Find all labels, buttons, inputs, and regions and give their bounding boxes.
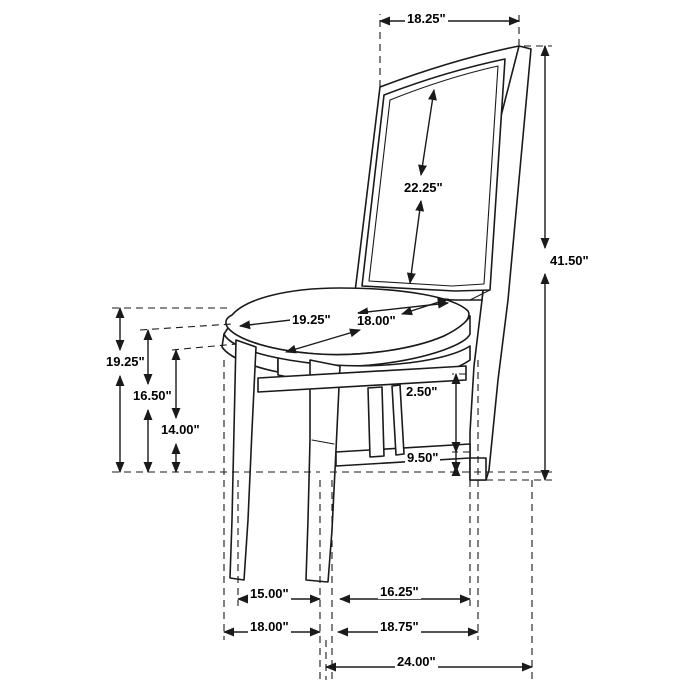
stretcher-brace [392, 385, 404, 455]
dim-label-seat-front-height: 14.00" [161, 422, 200, 437]
dim-label-stretcher-thickness: 2.50" [406, 384, 438, 399]
dim-label-seat-depth: 19.25" [292, 312, 331, 327]
dim-label-stretcher-height: 9.50" [407, 450, 439, 465]
stretcher-spindle [368, 387, 384, 457]
dim-label-seat-front-depth: 18.00" [250, 619, 289, 634]
dim-label-back-panel-height: 22.25" [404, 180, 443, 195]
center-front-leg [306, 360, 340, 582]
dim-label-back-top-width: 18.25" [407, 11, 446, 26]
dim-label-rear-leg-spread: 16.25" [380, 584, 419, 599]
dim-label-overall-depth: 24.00" [397, 654, 436, 669]
dim-label-seat-back-height: 19.25" [106, 354, 145, 369]
dim-label-seat-width: 18.00" [357, 313, 396, 328]
dim-label-seat-rear-depth: 18.75" [380, 619, 419, 634]
dim-label-front-leg-spread: 15.00" [250, 586, 289, 601]
front-leg [230, 340, 256, 580]
dim-label-seat-height: 16.50" [133, 388, 172, 403]
ext-seat-mid-top [140, 324, 232, 330]
dim-label-overall-height: 41.50" [550, 253, 589, 268]
